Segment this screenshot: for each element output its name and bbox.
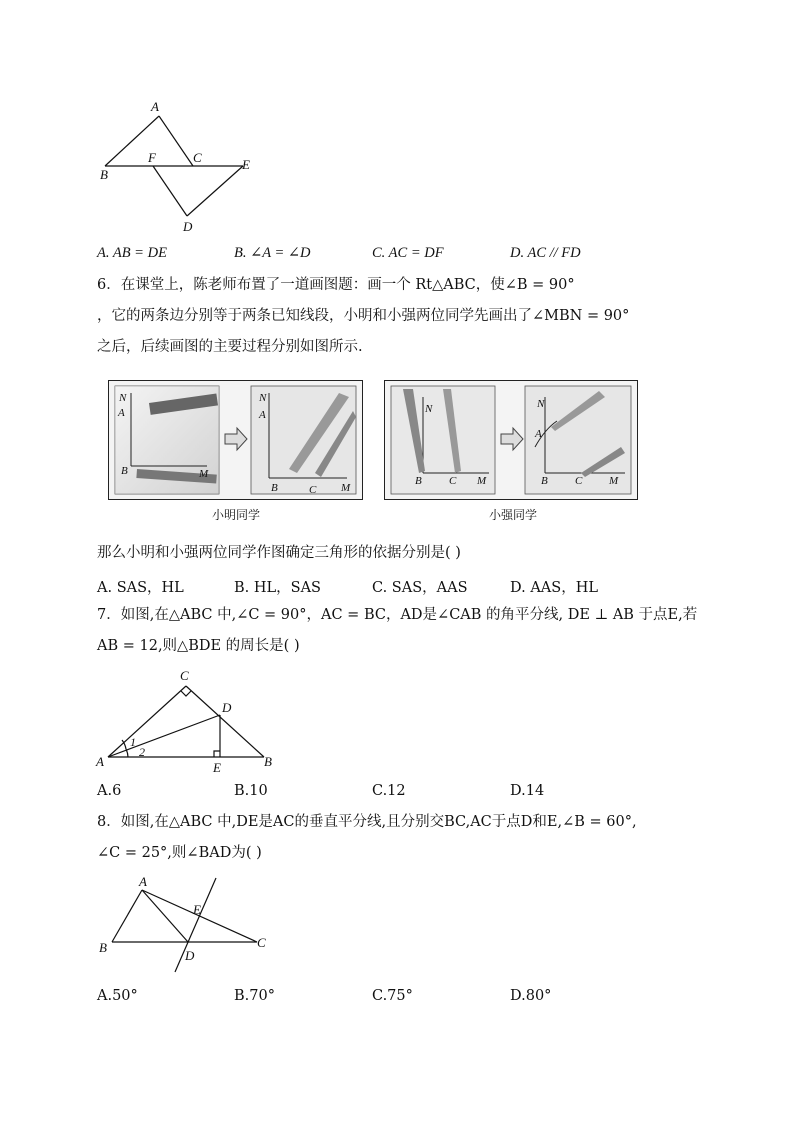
q7-line-2: AB = 12,则△BDE 的周长是( )	[97, 638, 300, 654]
q5-option-b[interactable]: B. ∠A = ∠D	[234, 245, 311, 261]
figure-q8	[95, 872, 285, 982]
label-C: C	[193, 150, 202, 165]
q8-line-1: 8．如图,在△ABC 中,DE是AC的垂直平分线,且分别交BC,AC于点D和E,∠B = 60°,	[97, 814, 637, 830]
q7-option-d[interactable]: D.14	[510, 783, 545, 799]
q7-label-D: D	[222, 700, 232, 715]
svg-text:N: N	[259, 392, 267, 404]
q7-label-E: E	[213, 760, 221, 775]
photo-label-M: M	[199, 468, 209, 480]
q6-option-d[interactable]: D. AAS，HL	[510, 580, 598, 596]
q6-question: 那么小明和小强两位同学作图确定三角形的依据分别是( )	[97, 545, 461, 561]
photo-panel-xiaoqiang	[384, 380, 638, 500]
svg-text:N: N	[425, 403, 433, 415]
q8-line-2: ∠C = 25°,则∠BAD为( )	[97, 845, 262, 861]
svg-text:B: B	[415, 475, 422, 487]
q8-option-a[interactable]: A.50°	[97, 988, 138, 1004]
label-A: A	[151, 99, 159, 114]
q8-label-A: A	[139, 874, 147, 889]
angle-label-1: 1	[130, 735, 136, 749]
q7-label-B: B	[264, 754, 272, 769]
svg-text:B: B	[271, 482, 278, 494]
q8-label-C: C	[257, 935, 266, 950]
svg-text:N: N	[537, 398, 545, 410]
svg-text:A: A	[535, 428, 542, 440]
q8-option-d[interactable]: D.80°	[510, 988, 552, 1004]
q6-line-2: ，它的两条边分别等于两条已知线段，小明和小强两位同学先画出了∠MBN = 90°	[97, 308, 630, 324]
q6-option-a[interactable]: A. SAS，HL	[97, 580, 184, 596]
q8-label-E: E	[193, 902, 201, 917]
q6-option-b[interactable]: B. HL，SAS	[234, 580, 321, 596]
caption-xiaoming: 小明同学	[212, 508, 261, 522]
figure-q7	[92, 660, 282, 775]
q7-option-a[interactable]: A.6	[97, 783, 122, 799]
photo-label-C: C	[309, 484, 317, 496]
q8-label-B: B	[99, 940, 107, 955]
q5-option-a[interactable]: A. AB = DE	[97, 245, 167, 261]
caption-xiaoqiang: 小强同学	[489, 508, 538, 522]
svg-text:B: B	[541, 475, 548, 487]
photo-label-N: N	[119, 392, 127, 404]
q8-option-c[interactable]: C.75°	[372, 988, 413, 1004]
q7-label-A: A	[96, 754, 104, 769]
svg-text:C: C	[449, 475, 457, 487]
q5-option-c[interactable]: C. AC = DF	[372, 245, 444, 261]
q5-option-d[interactable]: D. AC // FD	[510, 245, 581, 261]
q7-option-b[interactable]: B.10	[234, 783, 268, 799]
svg-text:M: M	[477, 475, 487, 487]
q6-line-3: 之后，后续画图的主要过程分别如图所示.	[97, 339, 363, 355]
angle-label-2: 2	[139, 745, 145, 759]
figure-q5	[95, 95, 265, 235]
label-D: D	[183, 219, 193, 234]
q8-option-b[interactable]: B.70°	[234, 988, 275, 1004]
photo-label-A: A	[118, 407, 125, 419]
svg-text:A: A	[259, 409, 266, 421]
label-E: E	[242, 157, 250, 172]
svg-text:M: M	[609, 475, 619, 487]
svg-text:M: M	[341, 482, 351, 494]
q6-option-c[interactable]: C. SAS，AAS	[372, 580, 468, 596]
q7-label-C: C	[180, 668, 189, 683]
photo-panel-xiaoming	[108, 380, 363, 500]
label-F: F	[148, 150, 156, 165]
q7-line-1: 7．如图,在△ABC 中,∠C = 90°，AC = BC，AD是∠CAB 的角平分线, DE ⊥ AB 于点E,若	[97, 607, 698, 623]
q8-label-D: D	[185, 948, 195, 963]
q7-option-c[interactable]: C.12	[372, 783, 406, 799]
photo-label-B: B	[121, 465, 128, 477]
label-B: B	[100, 167, 108, 182]
svg-text:C: C	[575, 475, 583, 487]
q6-line-1: 6．在课堂上，陈老师布置了一道画图题：画一个 Rt△ABC，使∠B = 90°	[97, 277, 575, 293]
